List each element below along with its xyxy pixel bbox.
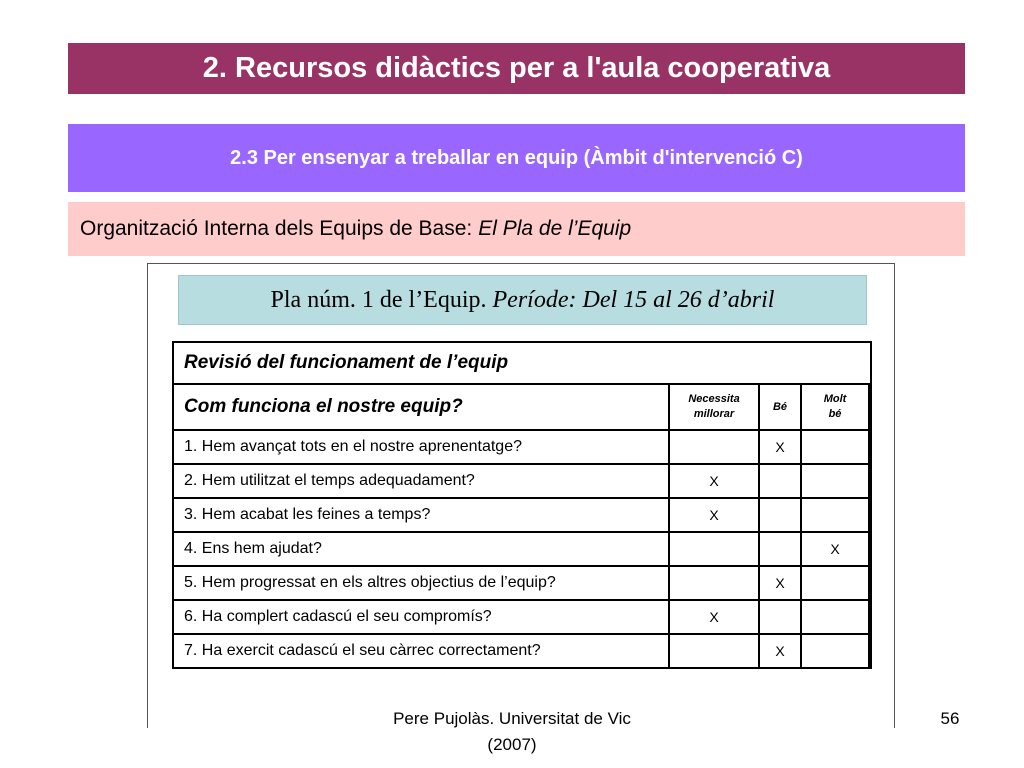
very-good-label-line1: Molt	[823, 393, 847, 405]
table-row	[174, 567, 870, 599]
question-cell: 5. Hem progressat en els altres objectius de l’equip?	[174, 567, 668, 599]
needs-improvement-cell	[670, 431, 758, 463]
question-cell: 7. Ha exercit cadascú el seu càrrec correctament?	[174, 635, 668, 667]
good-cell	[760, 533, 800, 565]
slide-title: 2. Recursos didàctics per a l'aula cooperativa	[68, 43, 965, 94]
needs-improvement-column-header	[670, 385, 758, 429]
needs-improvement-cell: X	[670, 499, 758, 531]
table-title-row	[174, 343, 870, 383]
table-row	[174, 499, 870, 531]
page-number: 56	[940, 709, 960, 728]
table-row	[174, 601, 870, 633]
table-row	[174, 635, 870, 667]
good-cell: X	[760, 635, 800, 667]
very-good-cell	[802, 431, 868, 463]
needs-improvement-cell: X	[670, 601, 758, 633]
section-heading-italic: El Pla de l’Equip	[478, 217, 632, 240]
footer-credit-line1: Pere Pujolàs. Universitat de Vic	[393, 709, 631, 728]
good-column-header: Bé	[760, 385, 800, 429]
very-good-cell	[802, 567, 868, 599]
plan-heading-title: Pla núm. 1 de l’Equip.	[270, 286, 487, 313]
table-title: Revisió del funcionament de l’equip	[174, 343, 870, 383]
table-row	[174, 431, 870, 463]
needs-improvement-cell	[670, 567, 758, 599]
needs-improvement-label-line2: millorar	[693, 408, 735, 420]
very-good-cell: X	[802, 533, 868, 565]
needs-improvement-cell	[670, 635, 758, 667]
evaluation-table	[172, 341, 872, 669]
very-good-cell	[802, 499, 868, 531]
plan-heading-period: Període: Del 15 al 26 d’abril	[492, 286, 775, 313]
good-cell	[760, 601, 800, 633]
very-good-cell	[802, 465, 868, 497]
section-heading-prefix: Organització Interna dels Equips de Base:	[80, 217, 473, 240]
table-row	[174, 533, 870, 565]
needs-improvement-cell	[670, 533, 758, 565]
very-good-cell	[802, 601, 868, 633]
good-cell	[760, 499, 800, 531]
question-cell: 6. Ha complert cadascú el seu compromís?	[174, 601, 668, 633]
very-good-column-header	[802, 385, 868, 429]
question-cell: 2. Hem utilitzat el temps adequadament?	[174, 465, 668, 497]
question-cell: 1. Hem avançat tots en el nostre aprenentatge?	[174, 431, 668, 463]
needs-improvement-label-line1: Necessita	[688, 393, 740, 405]
footer-credit-line2: (2007)	[487, 735, 537, 754]
good-cell	[760, 465, 800, 497]
table-row	[174, 465, 870, 497]
plan-heading	[178, 275, 867, 325]
very-good-label-line2: bé	[828, 408, 842, 420]
footer-credit	[360, 706, 664, 758]
question-column-header: Com funciona el nostre equip?	[174, 385, 668, 429]
good-cell: X	[760, 431, 800, 463]
table-header-row	[174, 385, 870, 429]
slide-subtitle: 2.3 Per ensenyar a treballar en equip (Àmbit d'intervenció C)	[68, 124, 965, 192]
question-cell: 3. Hem acabat les feines a temps?	[174, 499, 668, 531]
good-cell: X	[760, 567, 800, 599]
section-heading	[68, 202, 965, 256]
needs-improvement-cell: X	[670, 465, 758, 497]
very-good-cell	[802, 635, 868, 667]
question-cell: 4. Ens hem ajudat?	[174, 533, 668, 565]
